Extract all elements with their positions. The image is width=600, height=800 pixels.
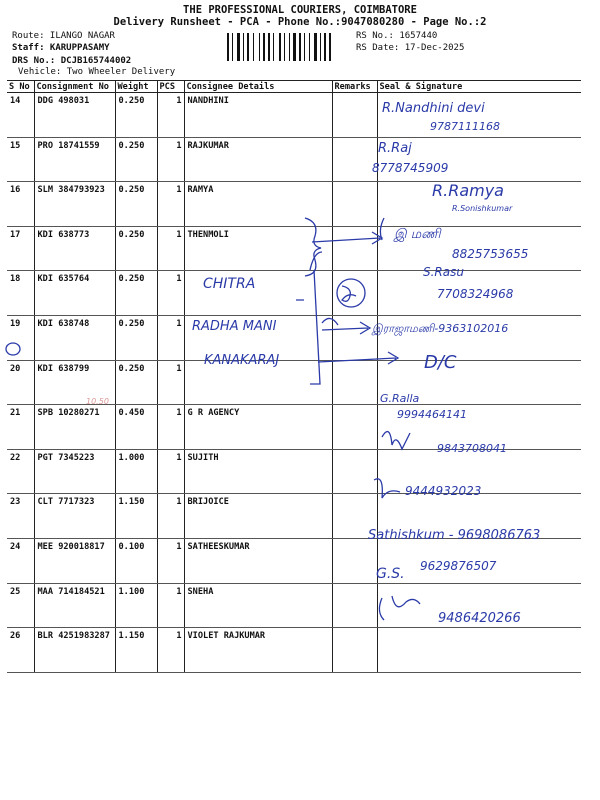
barcode-bar bbox=[318, 33, 319, 61]
row-consignee bbox=[184, 360, 332, 405]
barcode-bar bbox=[247, 33, 249, 61]
table-row bbox=[7, 405, 581, 450]
row-signature bbox=[377, 494, 581, 539]
row-consignee: SATHEESKUMAR bbox=[184, 538, 332, 583]
sig-15-name: R.Raj bbox=[378, 141, 412, 156]
row-consignment: PRO 18741559 bbox=[34, 137, 115, 182]
barcode-bar bbox=[250, 33, 252, 61]
row-signature bbox=[377, 226, 581, 271]
row-sno: 16 bbox=[7, 182, 34, 227]
barcode-bar bbox=[322, 33, 323, 61]
route-label: Route: ILANGO NAGAR bbox=[12, 31, 115, 41]
row-sno: 14 bbox=[7, 93, 34, 138]
page-title: THE PROFESSIONAL COURIERS, COIMBATORE bbox=[183, 4, 417, 16]
row-remarks bbox=[332, 538, 377, 583]
row-consignment: DDG 498031 bbox=[34, 93, 115, 138]
row-sno: 24 bbox=[7, 538, 34, 583]
barcode-bar bbox=[279, 33, 281, 61]
runsheet-table bbox=[7, 80, 581, 673]
sig-16-note: R.Sonishkumar bbox=[452, 204, 513, 213]
col-sno: S No bbox=[7, 81, 34, 93]
sig-24-name-phone: Sathishkum - 9698086763 bbox=[368, 528, 541, 543]
row-consignment: KDI 638748 bbox=[34, 315, 115, 360]
table-row bbox=[7, 315, 581, 360]
sig-17-name: இ மணி bbox=[394, 227, 441, 242]
row-weight: 1.150 bbox=[115, 494, 157, 539]
note-20-name: KANAKARAJ bbox=[204, 353, 280, 368]
row-sno: 26 bbox=[7, 628, 34, 673]
table-row bbox=[7, 93, 581, 138]
barcode-bar bbox=[245, 33, 246, 61]
row-pcs: 1 bbox=[157, 226, 184, 271]
page-subtitle: Delivery Runsheet - PCA - Phone No.:9047080280 - Page No.:2 bbox=[113, 16, 487, 28]
rs-no-label: RS No.: 1657440 bbox=[356, 31, 438, 41]
note-19-name: RADHA MANI bbox=[192, 319, 277, 334]
note-21-stamp: 10.50 bbox=[86, 397, 109, 406]
row-sno: 22 bbox=[7, 449, 34, 494]
vehicle-label: Vehicle: Two Wheeler Delivery bbox=[18, 67, 176, 77]
row-pcs: 1 bbox=[157, 93, 184, 138]
rs-date-label: RS Date: 17-Dec-2025 bbox=[356, 43, 465, 53]
table-row bbox=[7, 583, 581, 628]
row-weight: 0.250 bbox=[115, 360, 157, 405]
row-consignee: THENMOLI bbox=[184, 226, 332, 271]
barcode-bar bbox=[309, 33, 310, 61]
barcode-bar bbox=[311, 33, 313, 61]
row-signature bbox=[377, 583, 581, 628]
barcode-bar bbox=[259, 33, 260, 61]
barcode-bar bbox=[299, 33, 301, 61]
row-consignment: KDI 638799 bbox=[34, 360, 115, 405]
barcode-bar bbox=[243, 33, 244, 61]
barcode-bar bbox=[286, 33, 288, 61]
row-weight: 1.000 bbox=[115, 449, 157, 494]
row-remarks bbox=[332, 583, 377, 628]
row-sno: 15 bbox=[7, 137, 34, 182]
row-consignment: SPB 10280271 bbox=[34, 405, 115, 450]
row-weight: 0.250 bbox=[115, 137, 157, 182]
row-pcs: 1 bbox=[157, 315, 184, 360]
row-remarks bbox=[332, 405, 377, 450]
row-signature bbox=[377, 360, 581, 405]
row-signature bbox=[377, 449, 581, 494]
sig-21-phone: 9994464141 bbox=[397, 408, 467, 421]
table-row bbox=[7, 628, 581, 673]
row-signature bbox=[377, 137, 581, 182]
row-weight: 0.100 bbox=[115, 538, 157, 583]
barcode-bar bbox=[230, 33, 231, 61]
row-pcs: 1 bbox=[157, 360, 184, 405]
row-consignment: MAA 714184521 bbox=[34, 583, 115, 628]
sig-17-phone: 8825753655 bbox=[452, 247, 529, 261]
barcode-bar bbox=[227, 33, 229, 61]
row-remarks bbox=[332, 93, 377, 138]
sig-26-phone: 9486420266 bbox=[438, 611, 521, 626]
row-remarks bbox=[332, 182, 377, 227]
barcode-bar bbox=[232, 33, 233, 61]
row-weight: 0.250 bbox=[115, 226, 157, 271]
row-remarks bbox=[332, 494, 377, 539]
sig-15-phone: 8778745909 bbox=[372, 161, 449, 175]
barcode-bar bbox=[234, 33, 236, 61]
barcode-bar bbox=[271, 33, 272, 61]
barcode-bar bbox=[297, 33, 298, 61]
row-sno: 17 bbox=[7, 226, 34, 271]
row-sno: 25 bbox=[7, 583, 34, 628]
row-sno: 19 bbox=[7, 315, 34, 360]
row-pcs: 1 bbox=[157, 405, 184, 450]
row-pcs: 1 bbox=[157, 628, 184, 673]
row-weight: 1.150 bbox=[115, 628, 157, 673]
row-consignment: CLT 7717323 bbox=[34, 494, 115, 539]
barcode-bar bbox=[237, 33, 240, 61]
row-consignee: VIOLET RAJKUMAR bbox=[184, 628, 332, 673]
row-pcs: 1 bbox=[157, 583, 184, 628]
table-row bbox=[7, 538, 581, 583]
row-signature bbox=[377, 538, 581, 583]
table-row bbox=[7, 494, 581, 539]
row-pcs: 1 bbox=[157, 182, 184, 227]
row-consignment: MEE 920018817 bbox=[34, 538, 115, 583]
table-row bbox=[7, 182, 581, 227]
sig-25-name: G.S. bbox=[376, 566, 405, 582]
row-remarks bbox=[332, 449, 377, 494]
barcode bbox=[227, 33, 353, 61]
row-remarks bbox=[332, 360, 377, 405]
row-consignee: SNEHA bbox=[184, 583, 332, 628]
row-consignee: RAJKUMAR bbox=[184, 137, 332, 182]
table-row bbox=[7, 449, 581, 494]
sig-25-phone: 9629876507 bbox=[420, 559, 497, 573]
barcode-bar bbox=[261, 33, 262, 61]
col-signature: Seal & Signature bbox=[377, 81, 581, 93]
barcode-bar bbox=[268, 33, 270, 61]
row-sno: 21 bbox=[7, 405, 34, 450]
row-pcs: 1 bbox=[157, 449, 184, 494]
row-signature bbox=[377, 315, 581, 360]
row-consignment: SLM 384793923 bbox=[34, 182, 115, 227]
table-row bbox=[7, 226, 581, 271]
barcode-bar bbox=[282, 33, 283, 61]
sig-14-name: R.Nandhini devi bbox=[382, 101, 485, 116]
row-weight: 1.100 bbox=[115, 583, 157, 628]
row-pcs: 1 bbox=[157, 538, 184, 583]
barcode-bar bbox=[332, 33, 333, 61]
row-consignee bbox=[184, 271, 332, 316]
col-pcs: PCS bbox=[157, 81, 184, 93]
barcode-bar bbox=[327, 33, 328, 61]
barcode-bar bbox=[241, 33, 242, 61]
row-remarks bbox=[332, 315, 377, 360]
barcode-bar bbox=[314, 33, 317, 61]
col-consignee: Consignee Details bbox=[184, 81, 332, 93]
sig-19-name: இராஜாமணி-9363102016 bbox=[372, 322, 509, 335]
row-signature bbox=[377, 93, 581, 138]
row-weight: 0.450 bbox=[115, 405, 157, 450]
row-consignment: BLR 4251983287 bbox=[34, 628, 115, 673]
sig-20-dc: D/C bbox=[424, 352, 457, 373]
row-pcs: 1 bbox=[157, 494, 184, 539]
barcode-bar bbox=[289, 33, 290, 61]
barcode-bar bbox=[293, 33, 296, 61]
barcode-bar bbox=[324, 33, 326, 61]
barcode-bar bbox=[253, 33, 254, 61]
table-row bbox=[7, 137, 581, 182]
barcode-bar bbox=[266, 33, 267, 61]
row-consignee: NANDHINI bbox=[184, 93, 332, 138]
row-consignee: SUJITH bbox=[184, 449, 332, 494]
barcode-bar bbox=[291, 33, 292, 61]
barcode-bar bbox=[273, 33, 274, 61]
row-remarks bbox=[332, 628, 377, 673]
table-row bbox=[7, 271, 581, 316]
row-remarks bbox=[332, 226, 377, 271]
row-weight: 0.250 bbox=[115, 182, 157, 227]
row-consignee: BRIJOICE bbox=[184, 494, 332, 539]
table-header-row bbox=[7, 81, 581, 93]
col-remarks: Remarks bbox=[332, 81, 377, 93]
sig-18-phone: 7708324968 bbox=[437, 287, 514, 301]
col-weight: Weight bbox=[115, 81, 157, 93]
sig-21-name: G.Ralla bbox=[380, 392, 420, 405]
barcode-bar bbox=[320, 33, 321, 61]
sig-14-phone: 9787111168 bbox=[430, 120, 500, 133]
barcode-bar bbox=[329, 33, 331, 61]
staff-label: Staff: KARUPPASAMY bbox=[12, 43, 110, 53]
col-consignment: Consignment No bbox=[34, 81, 115, 93]
row-consignment: KDI 635764 bbox=[34, 271, 115, 316]
row-sno: 23 bbox=[7, 494, 34, 539]
row-sno: 20 bbox=[7, 360, 34, 405]
barcode-bar bbox=[263, 33, 265, 61]
row-consignee: G R AGENCY bbox=[184, 405, 332, 450]
row-signature bbox=[377, 628, 581, 673]
drs-label: DRS No.: DCJB165744002 bbox=[12, 56, 132, 66]
note-18-name: CHITRA bbox=[203, 276, 256, 292]
barcode-bar bbox=[302, 33, 303, 61]
row-signature bbox=[377, 271, 581, 316]
row-remarks bbox=[332, 137, 377, 182]
barcode-bar bbox=[255, 33, 258, 61]
row-consignment: PGT 7345223 bbox=[34, 449, 115, 494]
row-weight: 0.250 bbox=[115, 271, 157, 316]
row-signature bbox=[377, 182, 581, 227]
barcode-bar bbox=[284, 33, 285, 61]
row-remarks bbox=[332, 271, 377, 316]
row-pcs: 1 bbox=[157, 271, 184, 316]
sig-23-phone: 9444932023 bbox=[405, 484, 482, 498]
barcode-bar bbox=[304, 33, 305, 61]
sig-22-phone: 9843708041 bbox=[437, 442, 507, 455]
row-consignee: RAMYA bbox=[184, 182, 332, 227]
row-signature bbox=[377, 405, 581, 450]
row-pcs: 1 bbox=[157, 137, 184, 182]
row-sno: 18 bbox=[7, 271, 34, 316]
row-weight: 0.250 bbox=[115, 93, 157, 138]
row-consignment: KDI 638773 bbox=[34, 226, 115, 271]
sig-16-name: R.Ramya bbox=[432, 181, 504, 200]
table-row bbox=[7, 360, 581, 405]
sig-18-name: S.Rasu bbox=[423, 265, 464, 279]
barcode-bar bbox=[275, 33, 278, 61]
barcode-bar bbox=[306, 33, 308, 61]
row-consignee bbox=[184, 315, 332, 360]
row-weight: 0.250 bbox=[115, 315, 157, 360]
